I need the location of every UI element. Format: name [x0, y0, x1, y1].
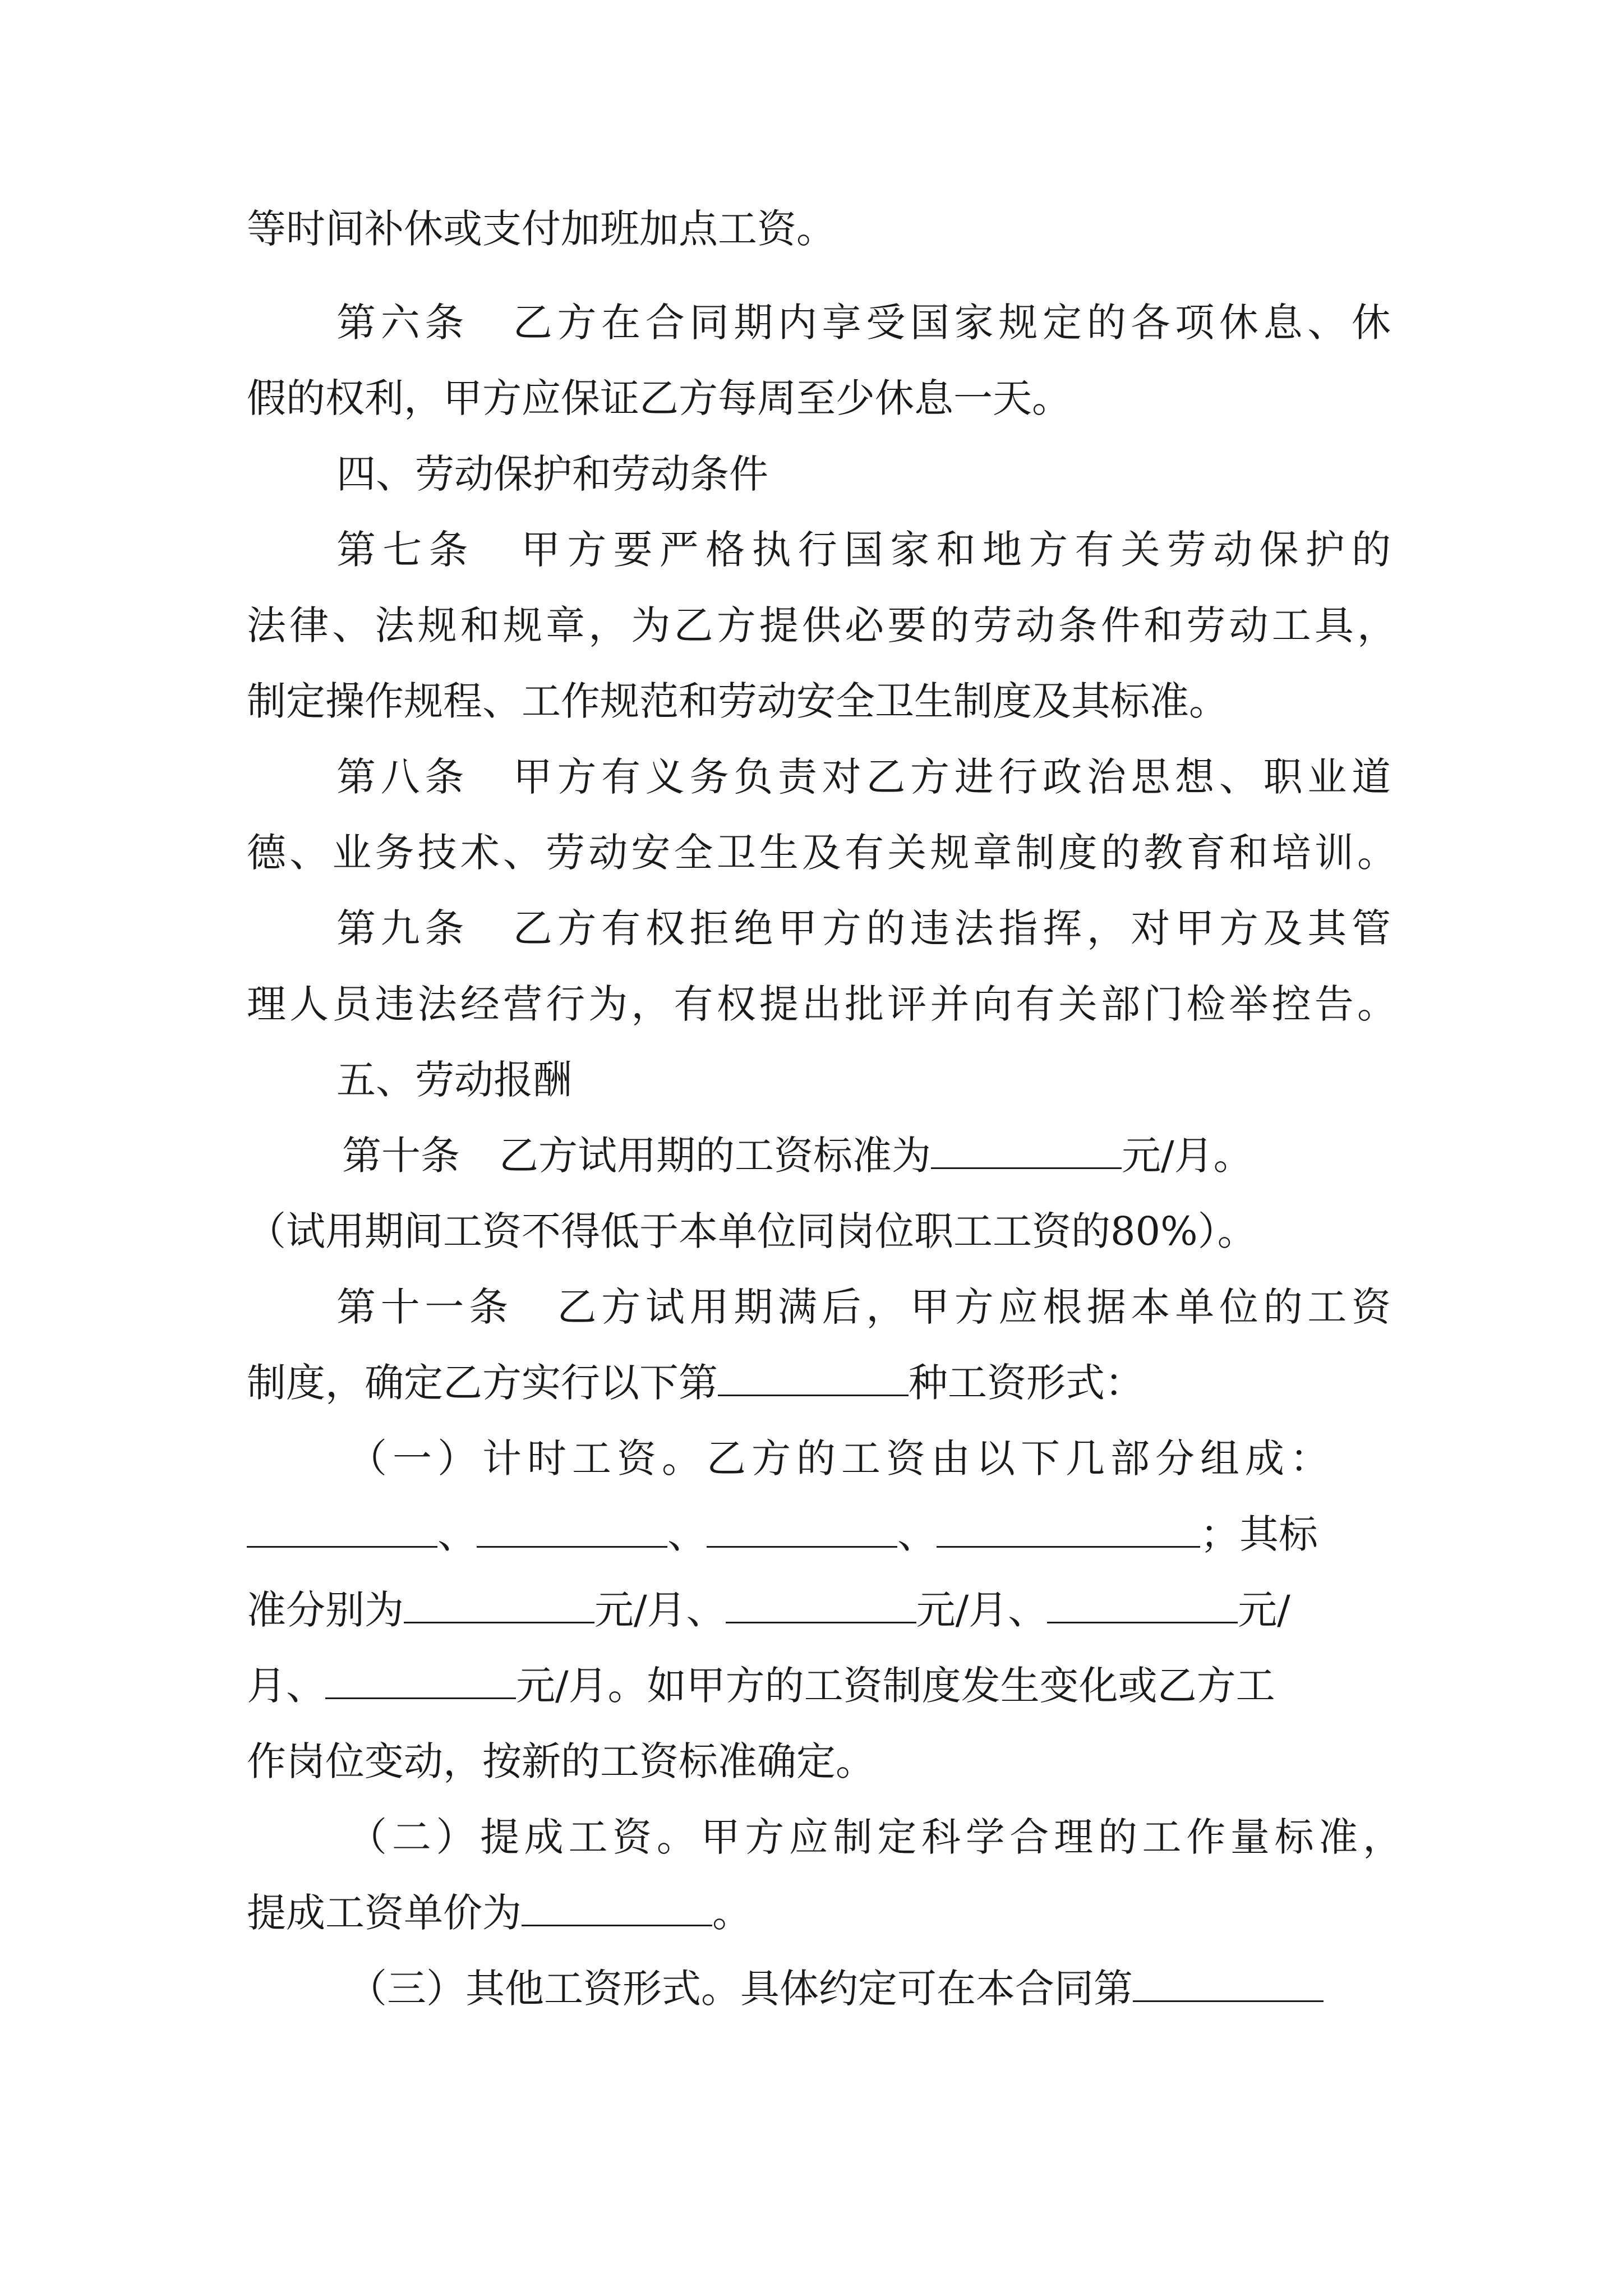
blank-field[interactable]	[726, 1590, 916, 1623]
article-11-line-2: 制度，确定乙方实行以下第 种工资形式：	[247, 1360, 1144, 1406]
blank-field[interactable]	[477, 1515, 667, 1548]
article-9-line-2: 理人员违法经营行为，有权提出批评并向有关部门检举控告。	[247, 981, 1396, 1027]
hourly-wage-line-3: 准分别为 元/月、 元/月、 元/	[247, 1587, 1290, 1633]
other-wage-line-1: （三）其他工资形式。具体约定可在本合同第	[348, 1963, 1324, 2014]
hourly-wage-line-4: 月、 元/月。如甲方的工资制度发生变化或乙方工	[247, 1663, 1275, 1709]
blank-field[interactable]	[1133, 1969, 1324, 2002]
blank-field[interactable]	[404, 1590, 594, 1623]
article-7-line-1: 第七条 甲方要严格执行国家和地方有关劳动保护的	[336, 527, 1391, 573]
article-8-line-1: 第八条 甲方有义务负责对乙方进行政治思想、职业道	[336, 754, 1391, 800]
blank-field[interactable]	[522, 1893, 712, 1926]
article-7-line-2: 法律、法规和规章，为乙方提供必要的劳动条件和劳动工具，	[247, 602, 1396, 648]
blank-field[interactable]	[1047, 1590, 1238, 1623]
blank-field[interactable]	[718, 1363, 909, 1396]
commission-wage-line-2: 提成工资单价为 。	[247, 1890, 751, 1936]
article-8-line-2: 德、业务技术、劳动安全卫生及有关规章制度的教育和培训。	[247, 830, 1396, 876]
blank-field[interactable]	[247, 1515, 437, 1548]
article-10-line-1: 第十条 乙方试用期的工资标准为 元/月。	[342, 1133, 1253, 1179]
section-4-heading: 四、劳动保护和劳动条件	[336, 451, 768, 497]
blank-field[interactable]	[707, 1515, 897, 1548]
text-line-1: 等时间补休或支付加班加点工资。	[247, 206, 836, 252]
blank-field[interactable]	[937, 1515, 1200, 1548]
article-6-line-1: 第六条 乙方在合同期内享受国家规定的各项休息、休	[336, 300, 1391, 346]
article-6-line-2: 假的权利，甲方应保证乙方每周至少休息一天。	[247, 375, 1071, 421]
article-10-line-2: （试用期间工资不得低于本单位同岗位职工工资的80%）。	[247, 1208, 1257, 1254]
section-5-heading: 五、劳动报酬	[336, 1057, 572, 1103]
blank-field[interactable]	[325, 1666, 516, 1699]
article-11-line-1: 第十一条 乙方试用期满后，甲方应根据本单位的工资	[336, 1284, 1391, 1330]
hourly-wage-line-2: 、 、 、 ；其标	[247, 1509, 1318, 1559]
article-7-line-3: 制定操作规程、工作规范和劳动安全卫生制度及其标准。	[247, 678, 1228, 724]
hourly-wage-line-1: （一）计时工资。乙方的工资由以下几部分组成：	[348, 1435, 1335, 1481]
commission-wage-line-1: （二）提成工资。甲方应制定科学合理的工作量标准，	[348, 1814, 1402, 1860]
hourly-wage-line-5: 作岗位变动，按新的工资标准确定。	[247, 1738, 875, 1784]
article-9-line-1: 第九条 乙方有权拒绝甲方的违法指挥，对甲方及其管	[336, 905, 1391, 951]
blank-field[interactable]	[931, 1136, 1122, 1169]
